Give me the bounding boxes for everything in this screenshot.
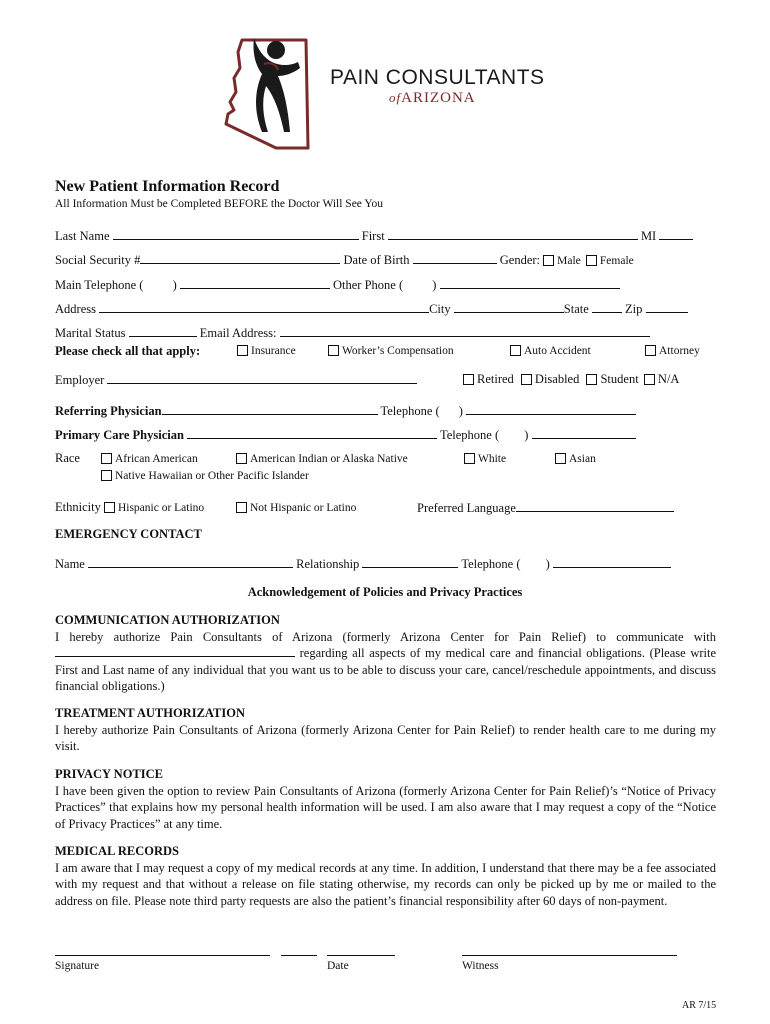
witness-line[interactable] xyxy=(462,955,677,956)
address-label: Address xyxy=(55,302,96,316)
footer-code: AR 7/15 xyxy=(682,1000,717,1011)
retired-label: Retired xyxy=(477,372,514,386)
medical-records-section xyxy=(55,843,716,909)
row-phone xyxy=(55,277,620,293)
ack-title: Acknowledgement of Policies and Privacy Practices xyxy=(247,585,523,599)
student-checkbox[interactable] xyxy=(586,374,597,385)
referring-phone-field[interactable] xyxy=(466,403,636,415)
city-field[interactable] xyxy=(454,301,564,313)
communication-line3: write First and Last name of any individual that you want us to be able to discuss your care, cancel/reschedule appointments, and discuss financial obligations.) xyxy=(55,646,717,693)
attorney-checkbox[interactable] xyxy=(645,345,656,356)
insurance-checkbox[interactable] xyxy=(237,345,248,356)
white-label: White xyxy=(478,453,507,465)
disabled-checkbox[interactable] xyxy=(521,374,532,385)
male-label: Male xyxy=(557,255,581,267)
race-label: Race xyxy=(55,451,80,465)
privacy-section xyxy=(55,766,716,832)
not-hispanic-checkbox[interactable] xyxy=(236,502,247,513)
communication-section xyxy=(55,612,716,695)
disabled-label: Disabled xyxy=(534,372,580,386)
primary-care-field[interactable] xyxy=(187,427,437,439)
african-american-checkbox[interactable] xyxy=(101,453,112,464)
row-marital xyxy=(55,325,650,341)
city-label: City xyxy=(429,302,451,316)
row-emergency xyxy=(55,556,671,572)
primary-care-phone-paren: ) xyxy=(524,428,529,442)
asian-checkbox[interactable] xyxy=(555,453,566,464)
auto-accident-checkbox[interactable] xyxy=(510,345,521,356)
address-field[interactable] xyxy=(99,301,429,313)
na-label: N/A xyxy=(657,372,680,386)
last-name-field[interactable] xyxy=(113,228,359,240)
american-indian-checkbox[interactable] xyxy=(236,453,247,464)
row-referring xyxy=(55,403,636,419)
communication-authorized-person-field[interactable] xyxy=(55,645,295,657)
communication-heading: COMMUNICATION AUTHORIZATION xyxy=(55,613,280,627)
attorney-label: Attorney xyxy=(659,345,700,357)
brand-name-line1: PAIN CONSULTANTS xyxy=(330,66,545,89)
medical-records-body: I am aware that I may request a copy of my medical records at any time. In addition, I understand that there may be a fee associated with my request and that without a release on file stating otherwise, my records can only be picked up by me or mailed to the address on file. Please note third party requests are also the patient’s financial responsibility after 60 days of non-payment. xyxy=(55,860,716,908)
retired-checkbox[interactable] xyxy=(463,374,474,385)
first-name-label: First xyxy=(361,229,385,243)
marital-field[interactable] xyxy=(129,325,197,337)
date-label: Date xyxy=(327,960,349,972)
female-label: Female xyxy=(599,255,634,267)
communication-line1: I hereby authorize Pain Consultants of Arizona (formerly Arizona Center for Pain Relief) to communicate with xyxy=(55,629,716,644)
primary-care-phone-label: Telephone ( xyxy=(439,428,500,442)
ethnicity-label: Ethnicity xyxy=(55,500,101,514)
mi-field[interactable] xyxy=(659,228,693,240)
referring-phone-paren: ) xyxy=(458,404,463,418)
dob-field[interactable] xyxy=(413,252,497,264)
zip-label: Zip xyxy=(625,302,643,316)
workers-comp-label: Worker’s Compensation xyxy=(342,345,454,357)
treatment-section xyxy=(55,705,716,755)
emergency-phone-label: Telephone ( xyxy=(461,557,521,571)
emergency-contact-heading: EMERGENCY CONTACT xyxy=(55,527,202,541)
auto-accident-label: Auto Accident xyxy=(524,345,591,357)
other-phone-label: Other Phone ( xyxy=(333,278,404,292)
emergency-phone-paren: ) xyxy=(545,557,550,571)
female-checkbox[interactable] xyxy=(586,255,597,266)
referring-phone-label: Telephone ( xyxy=(380,404,440,418)
arizona-figure-logo-icon xyxy=(218,28,338,153)
relationship-label: Relationship xyxy=(296,557,360,571)
emergency-name-field[interactable] xyxy=(88,556,293,568)
other-phone-paren: ) xyxy=(432,278,437,292)
row-ssn xyxy=(55,252,634,268)
emergency-name-label: Name xyxy=(55,557,85,571)
other-phone-field[interactable] xyxy=(440,277,620,289)
last-name-label: Last Name xyxy=(55,229,110,243)
preferred-language-field[interactable] xyxy=(516,500,674,512)
ssn-field[interactable] xyxy=(140,252,340,264)
witness-label: Witness xyxy=(462,960,499,972)
communication-line2: regarding all aspects of my medical care and financial obligations. (Please xyxy=(299,646,686,660)
signature-label: Signature xyxy=(55,960,100,972)
not-hispanic-label: Not Hispanic or Latino xyxy=(250,502,357,514)
signature-line-extra xyxy=(281,955,317,956)
referring-field[interactable] xyxy=(162,403,378,415)
logo xyxy=(218,28,558,158)
white-checkbox[interactable] xyxy=(464,453,475,464)
hispanic-label: Hispanic or Latino xyxy=(117,502,205,514)
employer-label: Employer xyxy=(55,373,105,387)
brand-name-of: of xyxy=(389,90,402,105)
primary-care-label: Primary Care Physician xyxy=(55,428,184,442)
form-title: New Patient Information Record xyxy=(55,178,280,195)
state-field[interactable] xyxy=(592,301,622,313)
male-checkbox[interactable] xyxy=(543,255,554,266)
referring-label: Referring Physician xyxy=(55,404,162,418)
first-name-field[interactable] xyxy=(388,228,638,240)
email-field[interactable] xyxy=(280,325,650,337)
check-all-label: Please check all that apply: xyxy=(55,344,201,358)
row-employer xyxy=(55,372,417,388)
native-hawaiian-label: Native Hawaiian or Other Pacific Islander xyxy=(115,470,309,482)
brand-name-line2: ARIZONA xyxy=(401,90,476,106)
mi-label: MI xyxy=(640,229,657,243)
privacy-heading: PRIVACY NOTICE xyxy=(55,767,164,781)
row-name xyxy=(55,228,693,244)
row-primary-care xyxy=(55,427,636,443)
main-phone-label: Main Telephone ( xyxy=(55,278,144,292)
asian-label: Asian xyxy=(569,453,596,465)
state-label: State xyxy=(563,302,589,316)
form-subtitle: All Information Must be Completed BEFORE the Doctor Will See You xyxy=(55,198,384,210)
american-indian-label: American Indian or Alaska Native xyxy=(250,453,408,465)
emergency-phone-field[interactable] xyxy=(553,556,671,568)
employer-field[interactable] xyxy=(107,372,417,384)
gender-label: Gender: xyxy=(499,253,541,267)
medical-records-heading: MEDICAL RECORDS xyxy=(55,844,179,858)
email-label: Email Address: xyxy=(199,326,277,340)
workers-comp-checkbox[interactable] xyxy=(328,345,339,356)
main-phone-paren: ) xyxy=(172,278,177,292)
insurance-label: Insurance xyxy=(251,345,296,357)
ssn-label: Social Security # xyxy=(55,253,141,267)
signature-line[interactable] xyxy=(55,955,270,956)
privacy-body: I have been given the option to review Pain Consultants of Arizona (formerly Arizona Center for Pain Relief)’s “Notice of Privacy Practices” that explains how my personal health information will be used. I am also aware that I may request a copy of the “Notice of Privacy Practices” at any time. xyxy=(55,783,716,831)
hispanic-checkbox[interactable] xyxy=(104,502,115,513)
primary-care-phone-field[interactable] xyxy=(532,427,636,439)
main-phone-field[interactable] xyxy=(180,277,330,289)
student-label: Student xyxy=(600,372,639,386)
relationship-field[interactable] xyxy=(362,556,458,568)
preferred-language-label: Preferred Language xyxy=(417,501,516,515)
treatment-heading: TREATMENT AUTHORIZATION xyxy=(55,706,245,720)
na-checkbox[interactable] xyxy=(644,374,655,385)
date-line[interactable] xyxy=(327,955,395,956)
treatment-body: I hereby authorize Pain Consultants of Arizona (formerly Arizona Center for Pain Relief) to render health care to me during my visit. xyxy=(55,722,716,753)
dob-label: Date of Birth xyxy=(343,253,410,267)
marital-label: Marital Status xyxy=(55,326,126,340)
native-hawaiian-checkbox[interactable] xyxy=(101,470,112,481)
row-address xyxy=(55,301,688,317)
african-american-label: African American xyxy=(115,453,198,465)
zip-field[interactable] xyxy=(646,301,688,313)
